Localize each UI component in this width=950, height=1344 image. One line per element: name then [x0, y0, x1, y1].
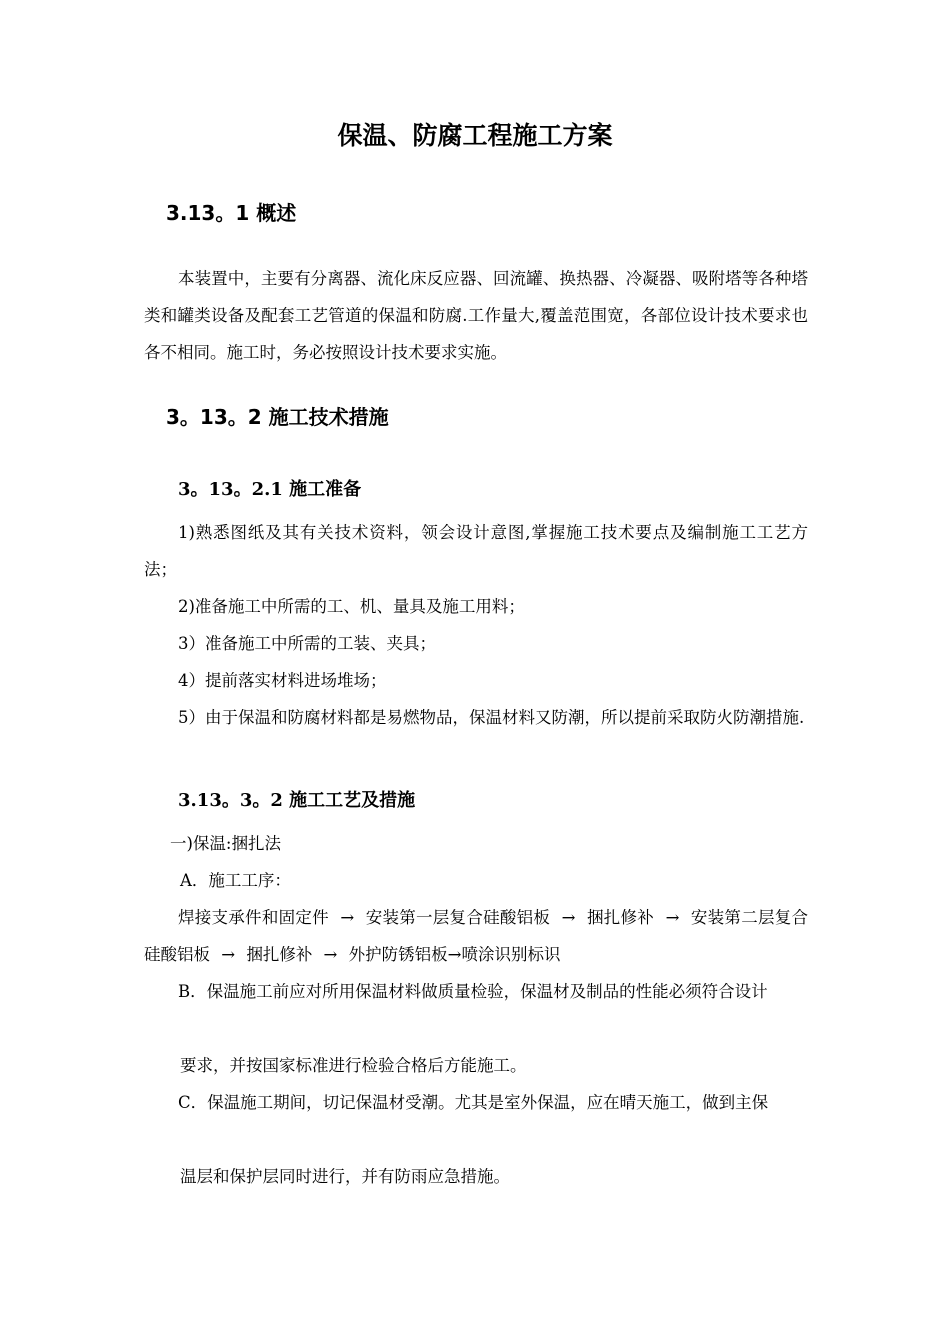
document-title: 保温、防腐工程施工方案 — [337, 121, 613, 150]
section-heading-overview: 3.13。1 概述 — [166, 201, 297, 225]
note-c-line2: 温层和保护层同时进行，并有防雨应急措施。 — [180, 1167, 510, 1186]
note-c-line1: C．保温施工期间，切记保温材受潮。尤其是室外保温，应在晴天施工，做到主保 — [178, 1093, 769, 1112]
prep-item-1: 1)熟悉图纸及其有关技术资料，领会设计意图,掌握施工技术要点及编制施工工艺方法； — [144, 523, 808, 579]
prep-item-2: 2)准备施工中所需的工、机、量具及施工用料； — [178, 597, 525, 616]
prep-item-5: 5）由于保温和防腐材料都是易燃物品，保温材料又防潮，所以提前采取防火防潮措施. — [178, 708, 805, 727]
overview-paragraph: 本装置中，主要有分离器、流化床反应器、回流罐、换热器、冷凝器、吸附塔等各种塔类和罐类设备及配套工艺管道的保温和防腐.工作量大,覆盖范围宽，各部位设计技术要求也各不相同。施工时，务必按照设计技术要求实施。 — [144, 269, 808, 362]
note-b-line1: B．保温施工前应对所用保温材料做质量检验，保温材及制品的性能必须符合设计 — [178, 982, 768, 1001]
note-b-line2: 要求，并按国家标准进行检验合格后方能施工。 — [180, 1056, 527, 1075]
prep-item-3: 3）准备施工中所需的工装、夹具； — [178, 634, 436, 653]
procedure-label: A．施工工序： — [180, 871, 291, 890]
prep-item-4: 4）提前落实材料进场堆场； — [178, 671, 387, 690]
section-heading-technical-measures: 3。13。2 施工技术措施 — [166, 405, 389, 429]
subsection-heading-preparation: 3。13。2.1 施工准备 — [178, 479, 362, 500]
subsection-heading-process: 3.13。3。2 施工工艺及措施 — [178, 790, 416, 811]
insulation-method: 一)保温:捆扎法 — [170, 834, 281, 853]
procedure-steps: 焊接支承件和固定件 → 安装第一层复合硅酸铝板 → 捆扎修补 → 安装第二层复合硅酸铝板 → 捆扎修补 → 外护防锈铝板→喷涂识别标识 — [144, 908, 808, 964]
